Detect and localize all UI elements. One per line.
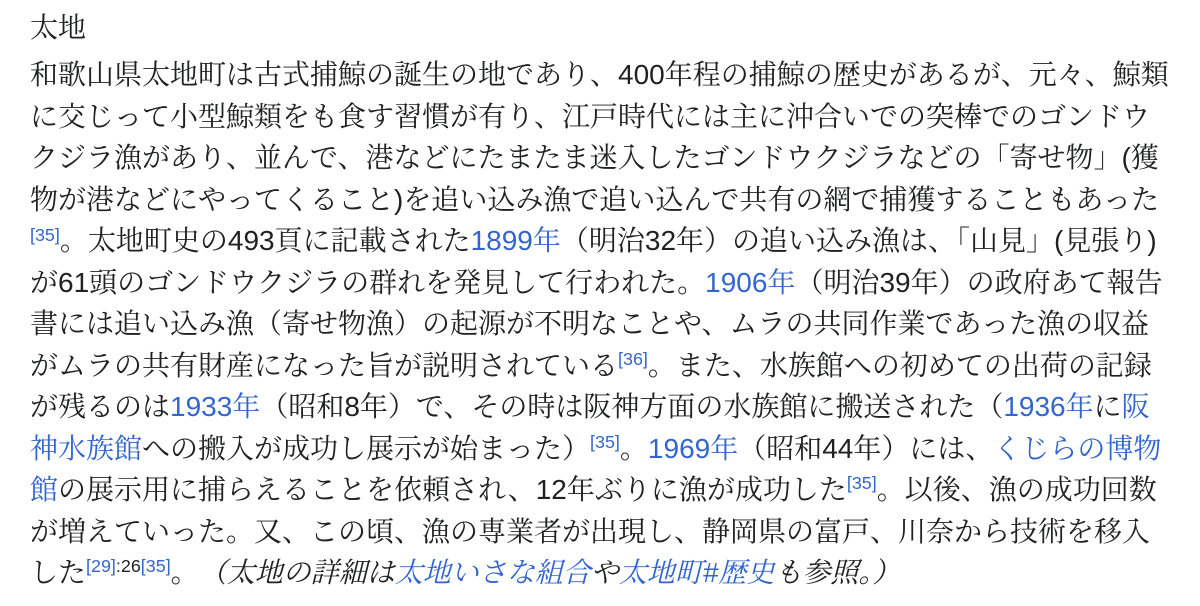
wiki-link[interactable]: 太地町#歴史 [618, 557, 775, 589]
citation-page-number: :26 [115, 556, 141, 577]
text-run: 。 [170, 557, 213, 589]
wiki-link[interactable]: 1969年 [647, 432, 739, 464]
citation-sup [618, 349, 648, 369]
text-run: （明治32年）の追い込み漁は、「山見」(見張り)が61頭のゴンドウクジラの群れを発見して行われた。 [30, 225, 1157, 298]
wiki-link[interactable]: 1899年 [470, 225, 561, 257]
text-run: 和歌山県太地町は古式捕鯨の誕生の地であり、400年程の捕鯨の歴史があるが、元々、鯨類に交じって小型鯨類をも食す習慣が有り、江戸時代には主に沖合いでの突棒でのゴンドウクジラ漁があり、並んで、港などにたまたま迷入したゴンドウクジラなどの「寄せ物」(獲物が港などにやってくること)を追い込み漁で追い込んで共有の網で捕獲することもあった [30, 59, 1169, 215]
citation-ref-link[interactable]: [35] [846, 473, 877, 494]
citation-sup [847, 473, 877, 493]
text-run: （明治39年）の政府あて報告書には追い込み漁（寄せ物漁）の起源が不明なことや、ムラの共同作業であった漁の収益がムラの共有財産になった旨が説明されている [30, 266, 1163, 381]
citation-ref-link[interactable]: [35] [590, 432, 620, 452]
text-run: 。また、水族館への初めての出荷の記録が残るのは [30, 349, 1152, 423]
citation-ref-link[interactable]: [36] [618, 349, 648, 370]
text-run: 。以後、漁の成功回数が増えていった。又、この頃、漁の専業者が出現し、静岡県の富戸、川奈から技術を移入した [30, 474, 1157, 589]
citation-sup [86, 556, 116, 576]
text-run: （太地の詳細は [212, 557, 395, 589]
text-run: や [590, 557, 619, 589]
article-paragraph [30, 54, 1176, 593]
wiki-link[interactable]: 1936年 [1003, 391, 1094, 423]
wiki-link[interactable]: 1906年 [705, 266, 796, 298]
citation-sup [141, 556, 171, 576]
citation-sup [30, 225, 60, 245]
wiki-link[interactable]: 1933年 [170, 391, 261, 423]
wiki-link[interactable]: 太地いさな組合 [394, 557, 591, 589]
citation-ref-link[interactable]: [35] [30, 224, 60, 245]
section-heading: 太地 [30, 12, 87, 43]
citation-ref-link[interactable]: [29] [86, 556, 116, 577]
text-run: も参照。） [774, 557, 901, 589]
wiki-link[interactable]: 阪神水族館 [30, 391, 1150, 464]
text-run: に [1093, 391, 1122, 423]
citation-ref-link[interactable]: [35] [140, 556, 171, 577]
text-run: の展示用に捕らえることを依頼され、12年ぶりに漁が成功した [58, 474, 847, 506]
text-run: （昭和44年）には、 [738, 432, 994, 464]
text-run: 。 [619, 432, 648, 464]
text-run: への搬入が成功し展示が始まった） [142, 432, 591, 464]
text-run: 。太地町史の493頁に記載された [59, 225, 471, 257]
citation-sup [590, 432, 620, 452]
text-run: （昭和8年）で、その時は阪神方面の水族館に搬送された（ [260, 391, 1004, 423]
wiki-link[interactable]: くじらの博物館 [30, 432, 1162, 506]
